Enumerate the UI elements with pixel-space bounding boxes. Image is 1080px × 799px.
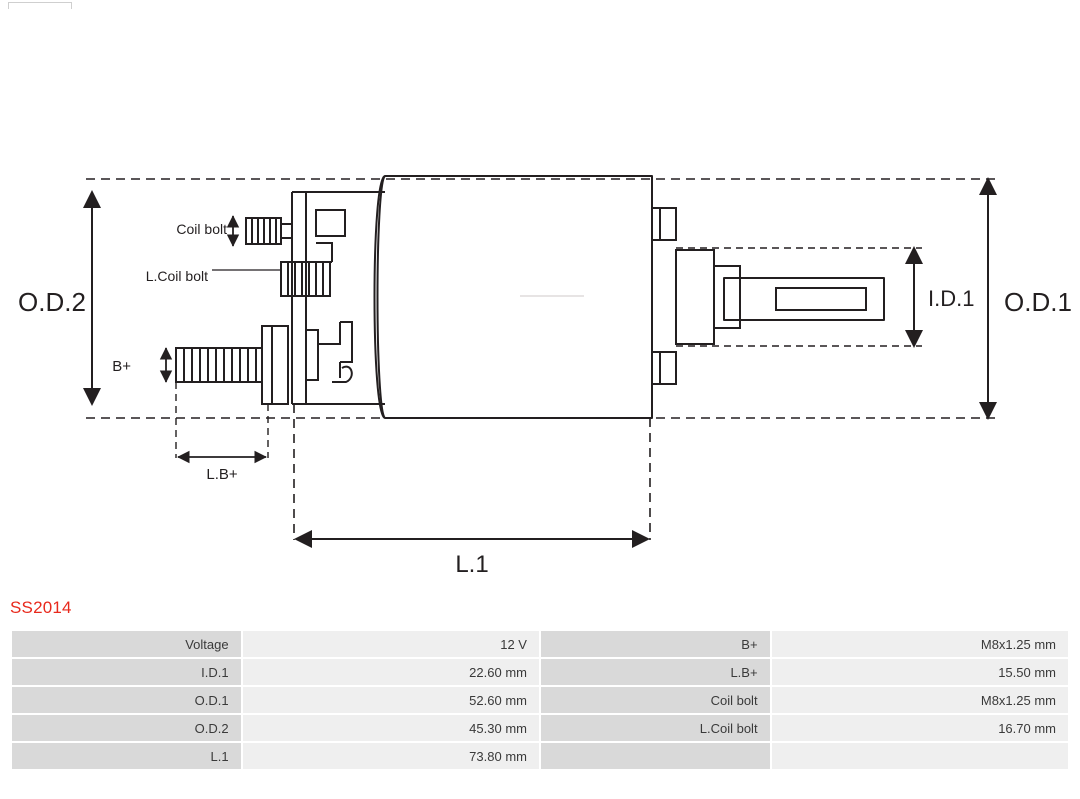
spec-value-l-b-plus: 15.50 mm [772,659,1068,685]
table-row [12,743,1068,769]
label-b-plus: B+ [112,358,131,375]
spec-value-od2: 45.30 mm [243,715,539,741]
spec-value-l-coil-bolt: 16.70 mm [772,715,1068,741]
spec-value-id1: 22.60 mm [243,659,539,685]
label-od1: O.D.1 [1004,287,1072,317]
label-l1: L.1 [455,551,489,578]
table-row [12,715,1068,741]
spec-value-voltage: 12 V [243,631,539,657]
label-l-b-plus: L.B+ [206,466,238,483]
label-od2: O.D.2 [18,287,86,317]
table-row [12,631,1068,657]
spec-label-od1: O.D.1 [12,687,241,713]
table-row [12,659,1068,685]
specifications-table [10,629,1070,771]
label-l-coil-bolt: L.Coil bolt [145,268,208,284]
spec-label-od2: O.D.2 [12,715,241,741]
part-number: SS2014 [10,598,72,617]
drawing-geometry [176,176,884,418]
spec-value-od1: 52.60 mm [243,687,539,713]
table-row [12,687,1068,713]
spec-label-voltage: Voltage [12,631,241,657]
spec-label-l-coil-bolt: L.Coil bolt [541,715,770,741]
spec-value-empty [772,743,1068,769]
label-id1: I.D.1 [928,286,975,311]
spec-label-id1: I.D.1 [12,659,241,685]
spec-value-b-plus: M8x1.25 mm [772,631,1068,657]
spec-label-b-plus: B+ [541,631,770,657]
label-coil-bolt: Coil bolt [176,221,227,237]
spec-value-l1: 73.80 mm [243,743,539,769]
spec-label-l-b-plus: L.B+ [541,659,770,685]
spec-label-coil-bolt: Coil bolt [541,687,770,713]
spec-label-empty [541,743,770,769]
spec-value-coil-bolt: M8x1.25 mm [772,687,1068,713]
spec-label-l1: L.1 [12,743,241,769]
